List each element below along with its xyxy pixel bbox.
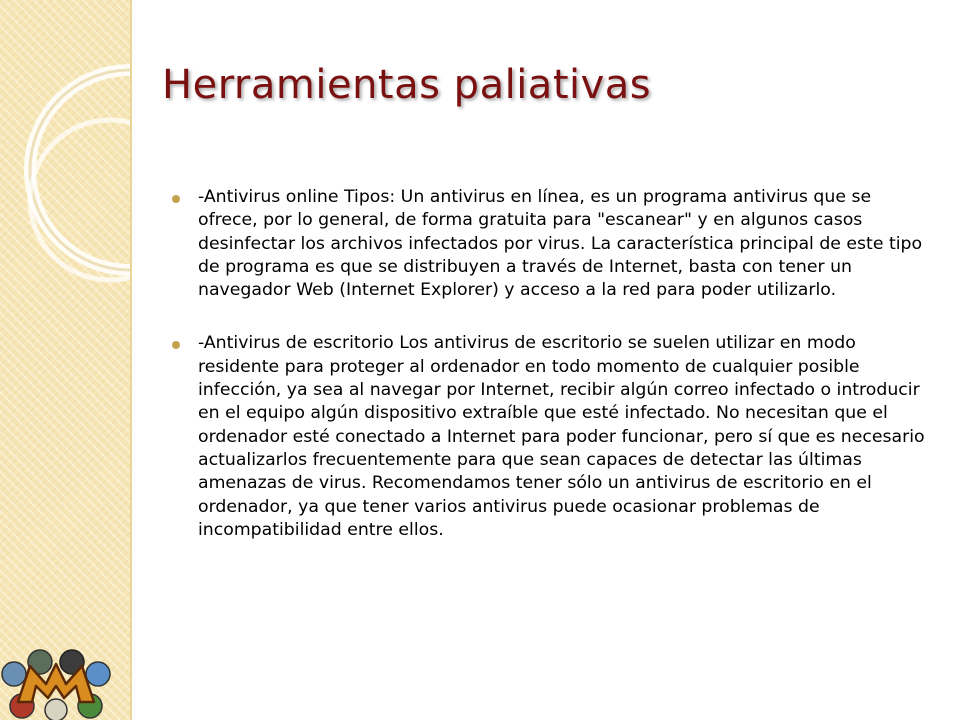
bullet-text: -Antivirus de escritorio Los antivirus de escritorio se suelen utilizar en modo residente para proteger al ordenador en todo momento de cualquier posible infección, ya sea al navegar por Internet, recibir algún correo infectado o introducir en el equipo algún dispositivo extraíble que esté infectado. No necesitan que el ordenador esté conectado a Internet para poder funcionar, pero sí que es necesario actualizarlos frecuentemente para que sean capaces de detectar las últimas amenazas de virus. Recomendamos tener sólo un antivirus de escritorio en el ordenador, ya que tener varios antivirus puede ocasionar problemas de incompatibilidad entre ellos. [198,333,925,540]
bullet-text: -Antivirus online Tipos: Un antivirus en línea, es un programa antivirus que se ofrece, por lo general, de forma gratuita para "escanear" y en algunos casos desinfectar los archivos infectados por virus. La característica principal de este tipo de programa es que se distribuyen a través de Internet, basta con tener un navegador Web (Internet Explorer) y acceso a la red para poder utilizarlo. [198,187,923,301]
bullet-list [172,186,932,572]
list-item [172,332,932,542]
list-item [172,186,932,302]
slide-title: Herramientas paliativas [162,62,652,108]
decorative-side-band [0,0,130,720]
bullet-dot-icon [172,195,180,203]
swirl-ornament-icon [0,0,130,300]
magic-m-logo-icon [0,640,112,720]
band-edge-divider [130,0,132,720]
bullet-dot-icon [172,341,180,349]
